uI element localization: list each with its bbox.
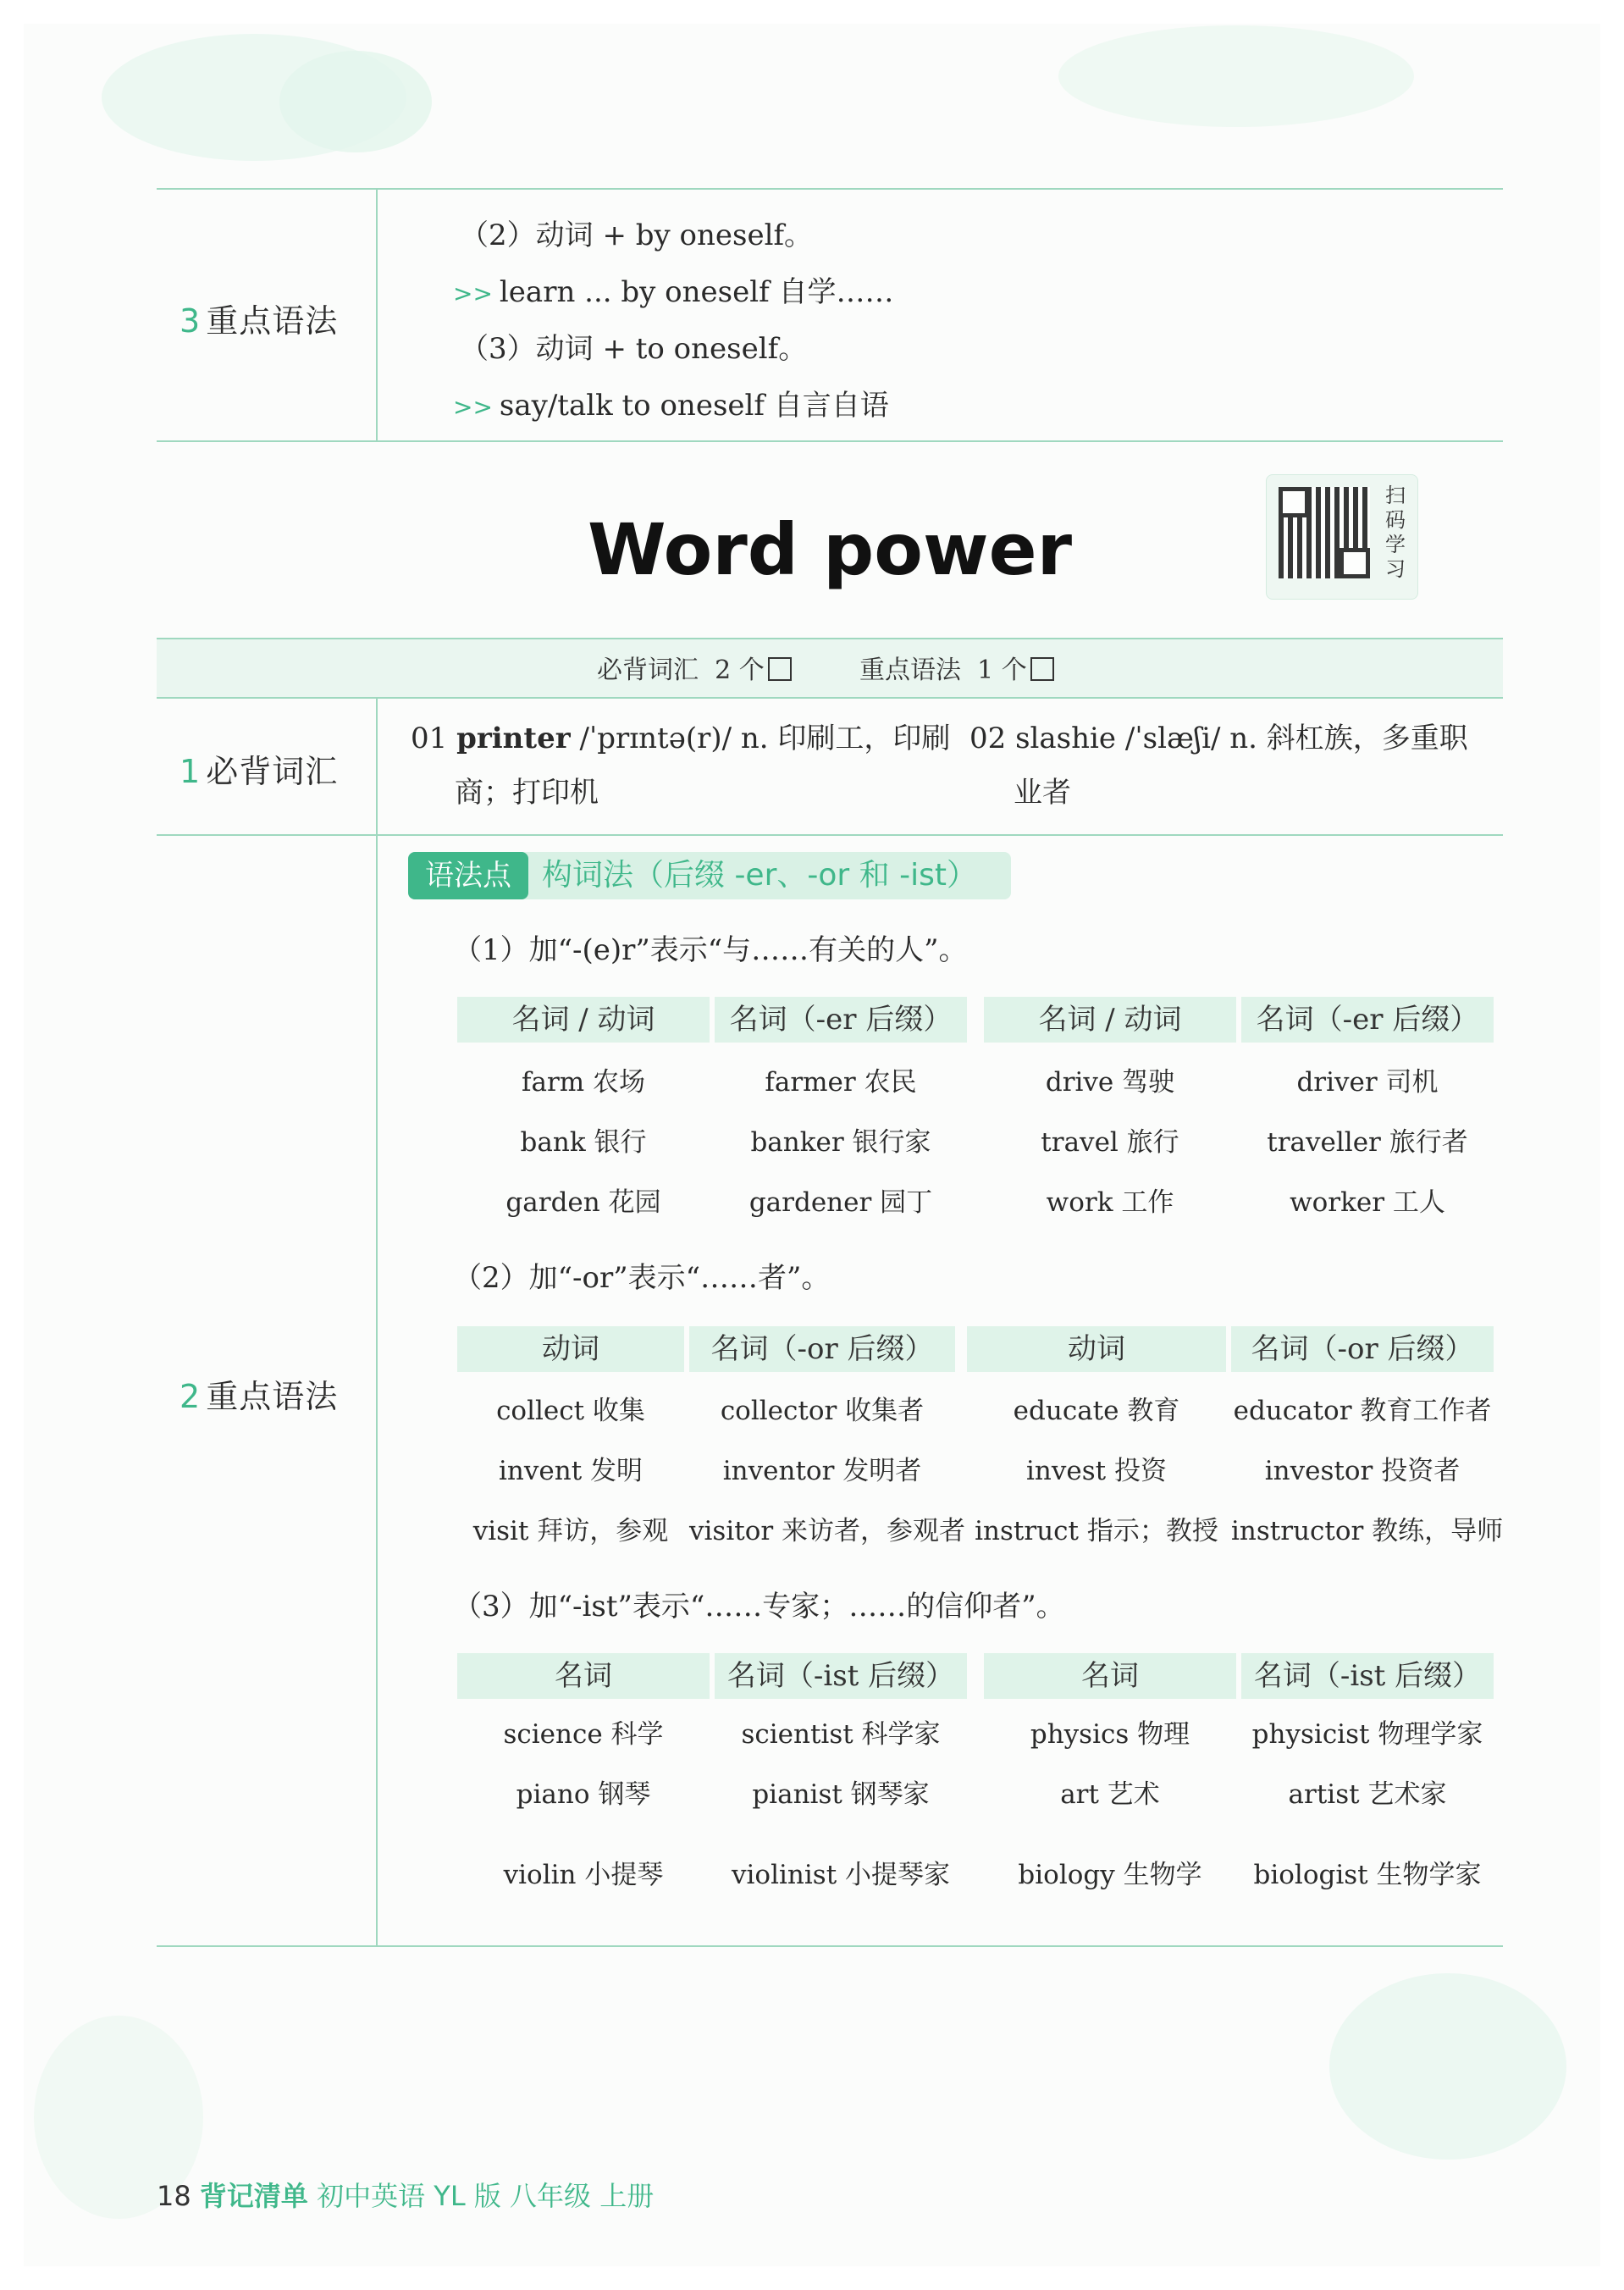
rule-bottom	[157, 1945, 1503, 1947]
qr-code-icon[interactable]	[1279, 487, 1370, 578]
table-cell: violinist 小提琴家	[731, 1860, 951, 1890]
table-cell: scientist 科学家	[741, 1719, 941, 1750]
table-cell: invent 发明	[498, 1456, 643, 1486]
page-footer	[157, 2175, 654, 2214]
footer-edition: YL 版	[434, 2180, 501, 2212]
table-cell: pianist 钢琴家	[752, 1779, 930, 1810]
vocab-counter: 必背词汇 2 个	[597, 649, 792, 686]
grammar-point-topic: 构词法（后缀 -er、-or 和 -ist）	[542, 858, 977, 893]
table-cell: gardener 园丁	[748, 1187, 933, 1218]
table-cell: work 工作	[1046, 1187, 1174, 1218]
table-cell: collector 收集者	[720, 1396, 925, 1426]
rule-section-end	[157, 440, 1503, 442]
table-cell: driver 司机	[1296, 1067, 1439, 1098]
table-cell: investor 投资者	[1264, 1456, 1461, 1486]
table-cell: biologist 生物学家	[1253, 1860, 1482, 1890]
table-cell: visit 拜访，参观	[472, 1516, 669, 1546]
grammar-line-3: （3）动词 + to oneself。	[460, 332, 808, 366]
table-header: 名词	[1081, 1659, 1139, 1693]
table-header: 名词	[555, 1659, 612, 1693]
table-cell: farm 农场	[521, 1067, 646, 1098]
part2-title: （2）加“-or”表示“……者”。	[453, 1261, 831, 1295]
table-cell: traveller 旅行者	[1267, 1127, 1468, 1158]
grammar-line-4: >> say/talk to oneself 自言自语	[453, 389, 889, 423]
column-divider	[376, 188, 378, 440]
qr-scan-box[interactable]	[1266, 474, 1418, 600]
grammar-line-2: >> learn ... by oneself 自学……	[453, 275, 894, 309]
part3-title: （3）加“-ist”表示“……专家；……的信仰者”。	[453, 1590, 1065, 1623]
page-title: Word power	[587, 508, 1072, 591]
table-cell: art 艺术	[1060, 1779, 1160, 1810]
table-cell: science 科学	[503, 1719, 664, 1750]
vocab-item-slashie: 02 slashie /ˈslæʃi/ n. 斜杠族，多重职 业者	[969, 722, 1468, 810]
table-header: 名词（-er 后缀）	[729, 1003, 953, 1037]
table-cell: travel 旅行	[1041, 1127, 1179, 1158]
table-header: 名词 / 动词	[1038, 1003, 1182, 1037]
checkbox-icon[interactable]	[768, 657, 792, 681]
table-cell: visitor 来访者，参观者	[689, 1516, 966, 1546]
decor-cloud	[1329, 1973, 1566, 2160]
qr-label: 扫码学习	[1385, 484, 1406, 581]
double-chevron-icon: >>	[453, 393, 493, 421]
table-cell: worker 工人	[1290, 1187, 1445, 1218]
table-cell: farmer 农民	[765, 1067, 917, 1098]
page-number: 18	[157, 2180, 191, 2212]
table-cell: garden 花园	[505, 1187, 661, 1218]
footer-course: 初中英语	[317, 2180, 426, 2212]
table-cell: educate 教育	[1013, 1396, 1180, 1426]
table-cell: drive 驾驶	[1045, 1067, 1175, 1098]
table-cell: physicist 物理学家	[1251, 1719, 1483, 1750]
table-cell: instructor 教练，导师	[1231, 1516, 1504, 1546]
section-label-grammar: 2 重点语法	[180, 1378, 339, 1415]
table-cell: bank 银行	[520, 1127, 647, 1158]
column-divider	[376, 834, 378, 1945]
counter-bar	[157, 639, 1503, 697]
grammar-line-1: （2）动词 + by oneself。	[460, 218, 814, 252]
rule-vocab-end	[157, 834, 1503, 836]
vocab-item-printer: 01 printer /ˈprɪntə(r)/ n. 印刷工，印刷 商；打印机	[411, 722, 951, 810]
table-header: 名词（-or 后缀）	[1251, 1332, 1474, 1366]
table-header: 名词（-or 后缀）	[710, 1332, 934, 1366]
grammar-counter: 重点语法 1 个	[859, 649, 1054, 686]
rule-top	[157, 188, 1503, 190]
table-cell: invest 投资	[1026, 1456, 1167, 1486]
table-cell: piano 钢琴	[516, 1779, 651, 1810]
table-header: 动词	[1068, 1332, 1125, 1366]
decor-cloud	[279, 51, 432, 152]
table-cell: collect 收集	[496, 1396, 645, 1426]
double-chevron-icon: >>	[453, 279, 493, 307]
grammar-point-badge: 语法点	[408, 852, 528, 899]
table-cell: physics 物理	[1030, 1719, 1190, 1750]
table-cell: banker 银行家	[750, 1127, 931, 1158]
table-cell: instruct 指示；教授	[975, 1516, 1218, 1546]
table-cell: inventor 发明者	[722, 1456, 922, 1486]
section-label-grammar-top: 3 重点语法	[180, 302, 339, 340]
part1-title: （1）加“-(e)r”表示“与……有关的人”。	[453, 933, 968, 967]
table-cell: biology 生物学	[1018, 1860, 1202, 1890]
footer-brand: 背记清单	[199, 2180, 308, 2212]
table-header: 动词	[542, 1332, 599, 1366]
table-header: 名词 / 动词	[511, 1003, 655, 1037]
footer-grade: 八年级	[510, 2180, 592, 2212]
table-header: 名词（-er 后缀）	[1256, 1003, 1479, 1037]
table-cell: educator 教育工作者	[1233, 1396, 1492, 1426]
decor-cloud	[1058, 25, 1414, 127]
section-label-vocab: 1 必背词汇	[180, 753, 339, 790]
table-header: 名词（-ist 后缀）	[726, 1659, 955, 1693]
table-cell: artist 艺术家	[1288, 1779, 1447, 1810]
table-header: 名词（-ist 后缀）	[1253, 1659, 1482, 1693]
checkbox-icon[interactable]	[1030, 657, 1054, 681]
footer-term: 上册	[599, 2180, 655, 2212]
rule-counter-bottom	[157, 697, 1503, 699]
table-cell: violin 小提琴	[503, 1860, 664, 1890]
column-divider	[376, 697, 378, 834]
